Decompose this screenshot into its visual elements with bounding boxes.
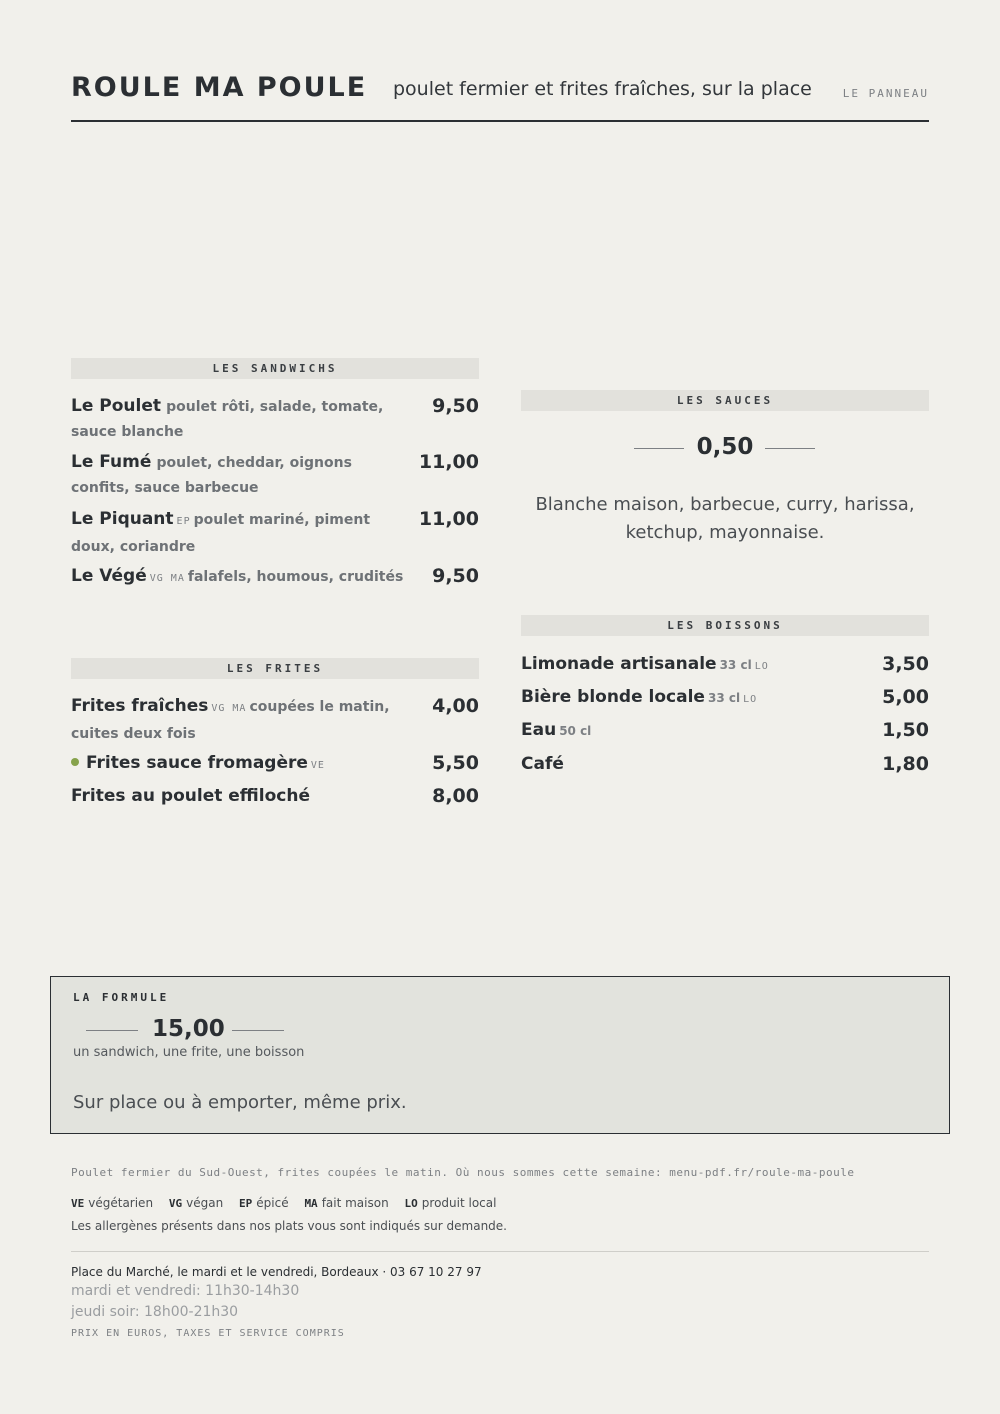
divider-line	[232, 1030, 284, 1031]
item-volume: 50 cl	[559, 724, 592, 738]
item-tags: VE	[310, 760, 325, 771]
legend-abbr: EP	[239, 1197, 253, 1210]
item-price: 8,00	[432, 785, 479, 807]
item-description: coupées le matin, cuites deux fois	[71, 699, 390, 742]
restaurant-name: ROULE MA POULE	[71, 72, 368, 103]
item-price: 11,00	[418, 451, 479, 473]
item-price: 1,50	[882, 719, 929, 741]
menu-item	[521, 752, 929, 776]
item-price: 1,80	[882, 753, 929, 775]
address: Place du Marché, le mardi et le vendredi, Bordeaux · 03 67 10 27 97	[71, 1265, 482, 1279]
item-tags: VG MA	[211, 703, 247, 714]
sauce-price	[521, 430, 929, 464]
legend-abbr: LO	[404, 1197, 418, 1210]
menu-item	[71, 564, 479, 591]
item-tags: LO	[754, 661, 769, 672]
formule-box	[50, 976, 950, 1134]
item-name: Le Poulet	[71, 396, 162, 416]
panel-label: LE PANNEAU	[842, 87, 929, 100]
item-price: 9,50	[432, 565, 479, 587]
tagline: poulet fermier et frites fraîches, sur la place	[393, 78, 812, 100]
legend-abbr: VE	[71, 1197, 85, 1210]
menu-item	[71, 694, 479, 746]
item-tags: EP	[176, 516, 191, 527]
prices-note: PRIX EN EUROS, TAXES ET SERVICE COMPRIS	[71, 1328, 345, 1339]
divider-line	[86, 1030, 138, 1031]
opening-hours-day: mardi et vendredi: 11h30-14h30	[71, 1283, 300, 1299]
menu-item	[521, 718, 929, 743]
section-title-boissons: LES BOISSONS	[521, 615, 929, 636]
menu-item	[71, 394, 479, 444]
legend-abbr: VG	[168, 1197, 183, 1210]
item-price: 11,00	[418, 508, 479, 530]
item-description: poulet mariné, piment doux, coriandre	[71, 512, 371, 555]
item-price: 9,50	[432, 395, 479, 417]
item-price: 5,00	[882, 686, 929, 708]
formule-label: LA FORMULE	[73, 991, 170, 1004]
item-price: 5,50	[432, 752, 479, 774]
item-description: poulet, cheddar, oignons confits, sauce barbecue	[71, 455, 352, 496]
item-name: Frites fraîches	[71, 696, 209, 716]
sauce-price-value: 0,50	[696, 434, 754, 460]
item-tags: VG MA	[149, 573, 185, 584]
item-name: Café	[521, 754, 564, 774]
featured-dot-icon	[71, 758, 79, 766]
sauce-list: Blanche maison, barbecue, curry, harissa, ketchup, mayonnaise.	[535, 494, 915, 543]
footer-divider	[71, 1251, 929, 1252]
footer-intro: Poulet fermier du Sud-Ouest, frites coupées le matin. Où nous sommes cette semaine: menu-pdf.fr/roule-ma-poule	[71, 1166, 855, 1179]
opening-hours-evening: jeudi soir: 18h00-21h30	[71, 1304, 239, 1320]
item-name: Frites sauce fromagère	[86, 753, 308, 773]
section-title-sandwichs: LES SANDWICHS	[71, 358, 479, 379]
legend-label: fait maison	[321, 1196, 389, 1210]
item-price: 4,00	[432, 695, 479, 717]
menu-item	[71, 507, 479, 559]
formule-note: Sur place ou à emporter, même prix.	[73, 1092, 407, 1113]
divider-line	[765, 448, 815, 449]
menu-item	[521, 652, 929, 679]
item-volume: 33 cl	[707, 691, 741, 705]
legend-label: végétarien	[88, 1196, 154, 1210]
legend-label: produit local	[421, 1196, 497, 1210]
legend-label: végan	[186, 1196, 224, 1210]
legend-label: épicé	[256, 1196, 289, 1210]
item-name: Eau	[521, 720, 557, 740]
item-description: falafels, houmous, crudités	[187, 569, 404, 585]
tag-legend	[71, 1196, 496, 1210]
item-name: Bière blonde locale	[521, 687, 705, 707]
formule-contents: un sandwich, une frite, une boisson	[73, 1045, 305, 1060]
item-name: Frites au poulet effiloché	[71, 786, 310, 806]
menu-item	[71, 784, 479, 808]
menu-item	[521, 685, 929, 712]
section-title-frites: LES FRITES	[71, 658, 479, 679]
section-title-sauces: LES SAUCES	[521, 390, 929, 411]
menu-item	[71, 751, 479, 778]
item-volume: 33 cl	[719, 658, 752, 672]
item-description: poulet rôti, salade, tomate, sauce blanche	[71, 399, 384, 440]
menu-item	[71, 450, 479, 500]
item-price: 3,50	[882, 653, 929, 675]
formule-price: 15,00	[152, 1016, 225, 1042]
item-name: Le Piquant	[71, 509, 174, 529]
allergen-notice: Les allergènes présents dans nos plats vous sont indiqués sur demande.	[71, 1219, 507, 1233]
item-name: Le Végé	[71, 566, 147, 586]
legend-abbr: MA	[304, 1197, 318, 1210]
item-tags: LO	[743, 694, 758, 705]
item-name: Le Fumé	[71, 452, 152, 472]
menu-header	[71, 70, 929, 122]
item-name: Limonade artisanale	[521, 654, 717, 674]
